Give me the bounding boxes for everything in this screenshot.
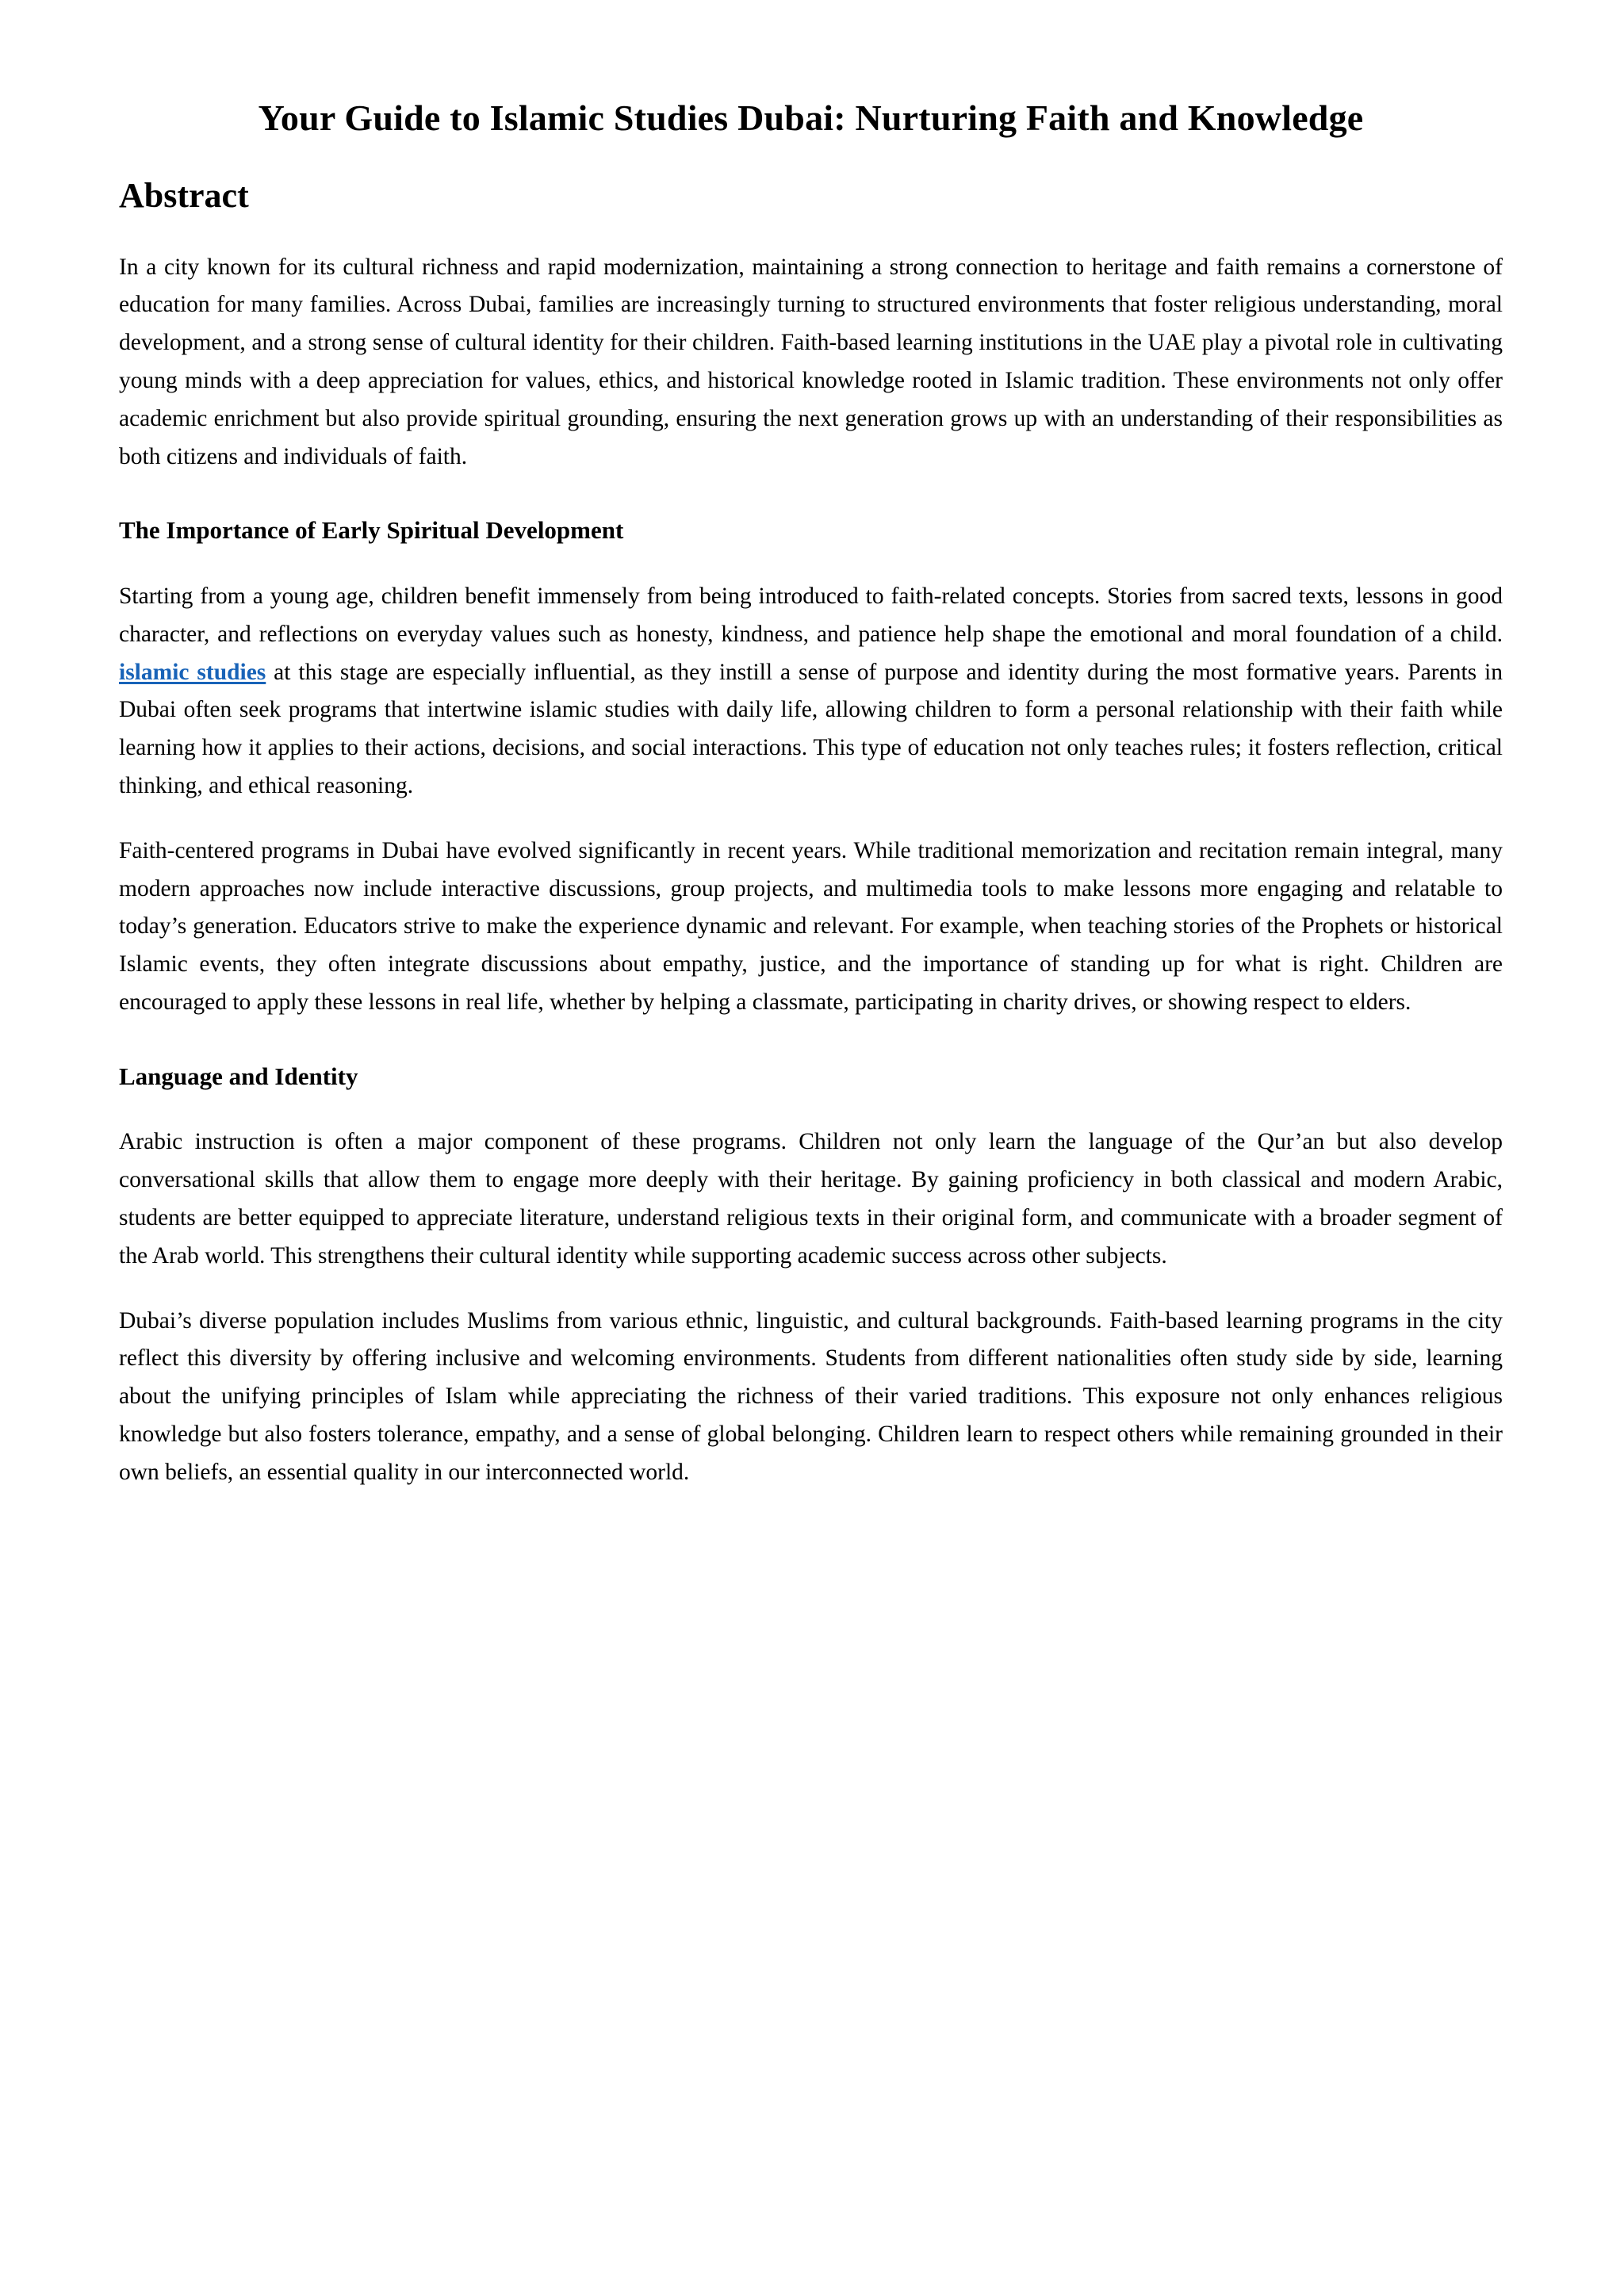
- section-heading-early-spiritual-development: The Importance of Early Spiritual Development: [119, 516, 624, 545]
- paragraph-text-after-link: at this stage are especially influential, as they instill a sense of purpose and identity during the most formative years. Parents in Dubai often seek programs that intertwine islamic studies with daily life, allowing children to form a personal relationship with their faith while learning how it applies to their actions, decisions, and social interactions. This type of education not only teaches rules; it fosters reflection, critical thinking, and ethical reasoning.: [119, 659, 1503, 799]
- page-title: Your Guide to Islamic Studies Dubai: Nurturing Faith and Knowledge: [258, 98, 1364, 138]
- islamic-studies-link[interactable]: islamic studies: [119, 659, 266, 685]
- section-paragraph-with-link: [119, 578, 1503, 806]
- abstract-paragraph: In a city known for its cultural richness and rapid modernization, maintaining a strong connection to heritage and faith remains a cornerstone of education for many families. Across Dubai, families are increasingly turning to structured environments that foster religious understanding, moral development, and a strong sense of cultural identity for their children. Faith-based learning institutions in the UAE play a pivotal role in cultivating young minds with a deep appreciation for values, ethics, and historical knowledge rooted in Islamic tradition. These environments not only offer academic enrichment but also provide spiritual grounding, ensuring the next generation grows up with an understanding of their responsibilities as both citizens and individuals of faith.: [119, 254, 1503, 469]
- abstract-heading: Abstract: [119, 175, 249, 215]
- paragraph-text-before-link: Starting from a young age, children benefit immensely from being introduced to faith-related concepts. Stories from sacred texts, lessons in good character, and reflections on everyday values such as honesty, kindness, and patience help shape the emotional and moral foundation of a child.: [119, 584, 1503, 647]
- section-heading-language-and-identity: Language and Identity: [119, 1062, 358, 1090]
- section-paragraph-diverse-population: Dubai’s diverse population includes Muslims from various ethnic, linguistic, and cultural backgrounds. Faith-based learning programs in the city reflect this diversity by offering inclusive and welcoming environments. Students from different nationalities often study side by side, learning about the unifying principles of Islam while appreciating the richness of their varied traditions. This exposure not only enhances religious knowledge but also fosters tolerance, empathy, and a sense of global belonging. Children learn to respect others while remaining grounded in their own beliefs, an essential quality in our interconnected world.: [119, 1307, 1503, 1485]
- section-paragraph-arabic-instruction: Arabic instruction is often a major component of these programs. Children not only learn the language of the Qur’an but also develop conversational skills that allow them to engage more deeply with their heritage. By gaining proficiency in both classical and modern Arabic, students are better equipped to appreciate literature, understand religious texts in their original form, and communicate with a broader segment of the Arab world. This strengthens their cultural identity while supporting academic success across other subjects.: [119, 1129, 1503, 1269]
- section-paragraph-faith-centered-programs: Faith-centered programs in Dubai have evolved significantly in recent years. While traditional memorization and recitation remain integral, many modern approaches now include interactive discussions, group projects, and multimedia tools to make lessons more engaging and relatable to today’s generation. Educators strive to make the experience dynamic and relevant. For example, when teaching stories of the Prophets or historical Islamic events, they often integrate discussions about empathy, justice, and the importance of standing up for what is right. Children are encouraged to apply these lessons in real life, whether by helping a classmate, participating in charity drives, or showing respect to elders.: [119, 837, 1503, 1015]
